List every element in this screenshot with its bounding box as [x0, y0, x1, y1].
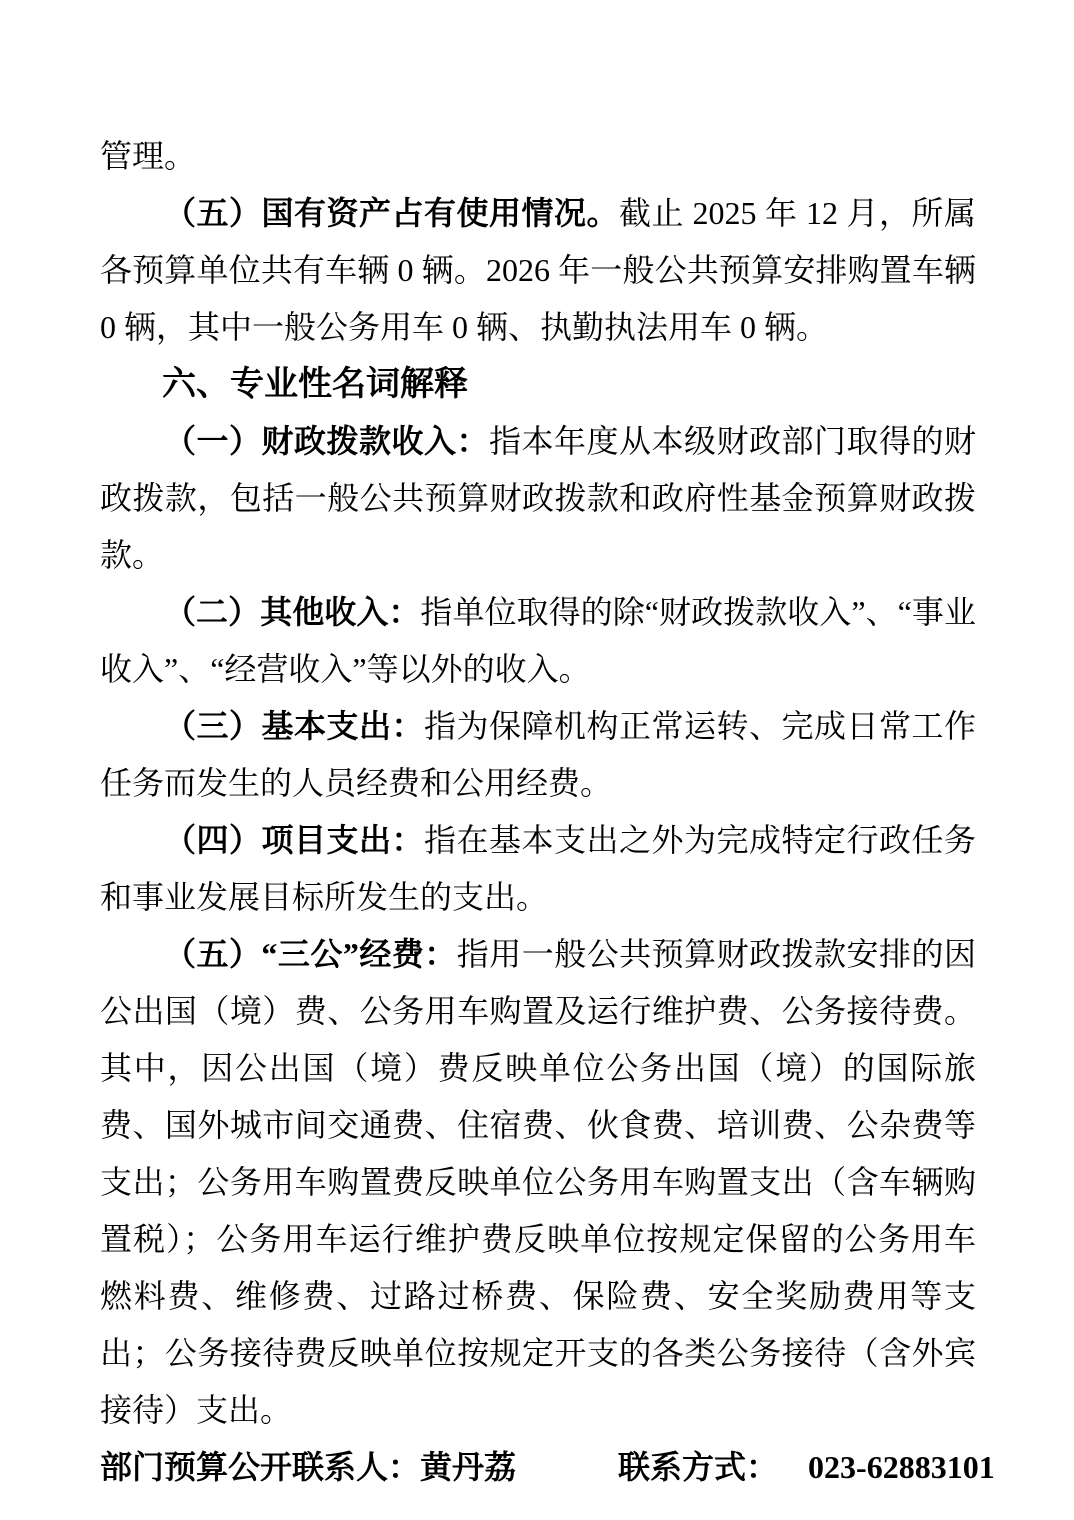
- paragraph-lead: （二）其他收入：: [164, 594, 421, 630]
- paragraph-lead: （四）项目支出：: [164, 822, 424, 858]
- footer-method-label: 联系方式：: [618, 1449, 779, 1485]
- footer-contact-line: [100, 1439, 995, 1496]
- paragraph-text: 指单位取得的除“财政拨款收入”、“事业收入”、“经营收入”等以外的收入。: [100, 594, 976, 687]
- paragraph-1: [100, 185, 976, 356]
- paragraph-7: [100, 926, 976, 1439]
- paragraph-text: 指本年度从本级财政部门取得的财政拨款，包括一般公共预算财政拨款和政府性基金预算财政拨款。: [100, 423, 976, 573]
- paragraph-text: 指在基本支出之外为完成特定行政任务和事业发展目标所发生的支出。: [100, 822, 976, 915]
- paragraph-lead: （一）财政拨款收入：: [164, 423, 489, 459]
- paragraph-4: [100, 584, 976, 698]
- document-content: [100, 128, 995, 1496]
- paragraph-text: 截止 2025 年 12 月，所属各预算单位共有车辆 0 辆。2026 年一般公共预算安排购置车辆 0 辆，其中一般公务用车 0 辆、执勤执法用车 0 辆。: [100, 195, 976, 345]
- paragraph-lead: （五）国有资产占有使用情况。: [164, 195, 619, 231]
- paragraph-text: 指用一般公共预算财政拨款安排的因公出国（境）费、公务用车购置及运行维护费、公务接待费。其中，因公出国（境）费反映单位公务出国（境）的国际旅费、国外城市间交通费、住宿费、伙食费、培训费、公杂费等支出；公务用车购置费反映单位公务用车购置支出（含车辆购置税）；公务用车运行维护费反映单位按规定保留的公务用车燃料费、维修费、过路过桥费、保险费、安全奖励费用等支出；公务接待费反映单位按规定开支的各类公务接待（含外宾接待）支出。: [100, 936, 976, 1428]
- section-heading-text: 六、专业性名词解释: [162, 365, 468, 403]
- paragraph-0: [100, 128, 976, 185]
- paragraph-text: 指为保障机构正常运转、完成日常工作任务而发生的人员经费和公用经费。: [100, 708, 976, 801]
- paragraph-5: [100, 698, 976, 812]
- section-heading: [100, 356, 976, 413]
- footer-contact-name: 黄丹荔: [420, 1449, 517, 1485]
- paragraph-lead: （五）“三公”经费：: [164, 936, 457, 972]
- document-body: [100, 128, 976, 1439]
- footer-phone: 023-62883101: [808, 1449, 995, 1485]
- footer-contact-label: 部门预算公开联系人：: [100, 1449, 421, 1485]
- paragraph-3: [100, 413, 976, 584]
- paragraph-text: 管理。: [100, 138, 197, 174]
- paragraph-lead: （三）基本支出：: [164, 708, 424, 744]
- paragraph-6: [100, 812, 976, 926]
